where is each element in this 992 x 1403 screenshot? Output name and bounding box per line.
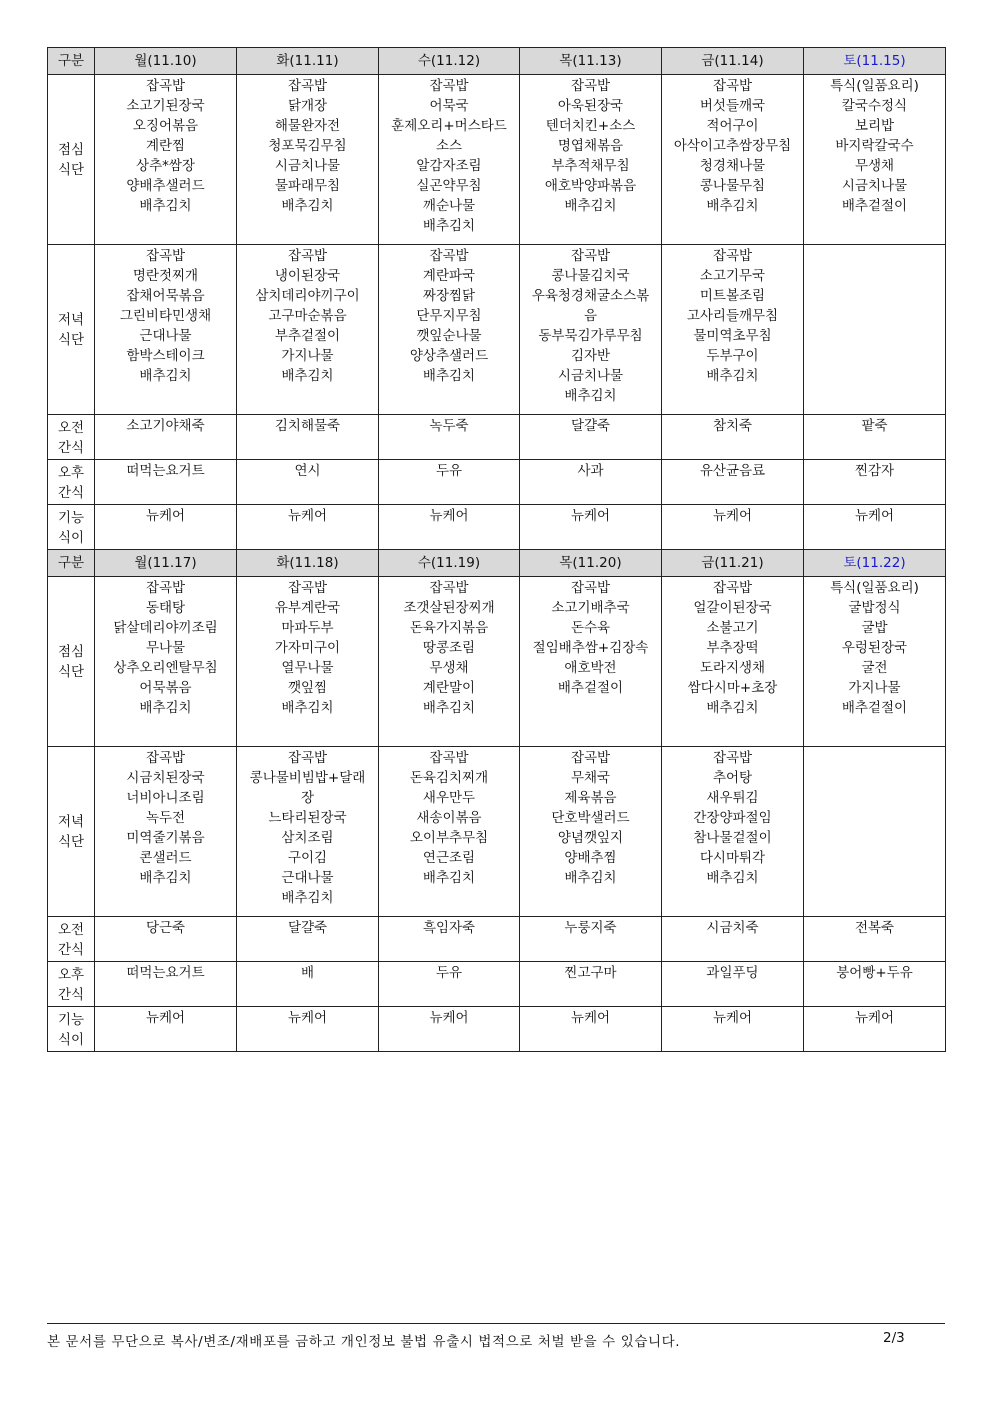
page-number: 2/3 <box>883 1330 905 1346</box>
menu-cell: 두유 <box>379 962 520 1007</box>
meal-row-am-snack <box>48 917 946 962</box>
menu-cell: 사과 <box>520 460 662 505</box>
header-category: 구분 <box>48 48 95 75</box>
row-label-text: 점심 <box>57 142 85 158</box>
meal-row-lunch <box>48 75 946 245</box>
menu-cell: 찐고구마 <box>520 962 662 1007</box>
row-label <box>48 245 95 415</box>
menu-cell: 유산균음료 <box>662 460 804 505</box>
menu-cell: 참치죽 <box>662 415 804 460</box>
row-label-text: 기능 <box>57 1011 85 1028</box>
menu-cell: 잡곡밥 아욱된장국 텐더치킨+소스 명엽채볶음 부추적채무침 애호박양파볶음 배추김치 <box>520 75 662 245</box>
meal-row-pm-snack <box>48 962 946 1007</box>
menu-cell: 뉴케어 <box>804 505 946 550</box>
menu-cell: 잡곡밥 돈육김치찌개 새우만두 새송이볶음 오이부추무침 연근조림 배추김치 <box>379 747 520 917</box>
menu-cell: 뉴케어 <box>662 505 804 550</box>
meal-row-pm-snack <box>48 460 946 505</box>
meal-row-dinner <box>48 747 946 917</box>
menu-cell: 뉴케어 <box>95 1007 237 1052</box>
menu-cell: 잡곡밥 콩나물비빔밥+달래 장 느타리된장국 삼치조림 구이김 근대나물 배추김치 <box>237 747 379 917</box>
menu-cell: 녹두죽 <box>379 415 520 460</box>
menu-cell: 잡곡밥 소고기무국 미트볼조림 고사리들깨무침 물미역초무침 두부구이 배추김치 <box>662 245 804 415</box>
menu-cell: 김치해물죽 <box>237 415 379 460</box>
row-label-text: 식단 <box>57 834 85 850</box>
row-label-text: 식단 <box>57 162 85 178</box>
meal-row-functional-diet <box>48 1007 946 1052</box>
week-header-row <box>48 550 946 577</box>
menu-cell: 당근죽 <box>95 917 237 962</box>
header-day: 금(11.14) <box>662 48 804 75</box>
menu-cell: 잡곡밥 추어탕 새우튀김 간장양파절임 참나물겉절이 다시마튀각 배추김치 <box>662 747 804 917</box>
menu-cell: 배 <box>237 962 379 1007</box>
menu-cell: 뉴케어 <box>95 505 237 550</box>
row-label <box>48 75 95 245</box>
menu-cell: 붕어빵+두유 <box>804 962 946 1007</box>
menu-cell: 잡곡밥 소고기된장국 오징어볶음 계란찜 상추*쌈장 양배추샐러드 배추김치 <box>95 75 237 245</box>
menu-cell: 달걀죽 <box>237 917 379 962</box>
row-label-text: 식단 <box>57 332 85 348</box>
menu-cell: 잡곡밥 명란젓찌개 잡채어묵볶음 그린비타민생채 근대나물 함박스테이크 배추김치 <box>95 245 237 415</box>
row-label <box>48 577 95 747</box>
menu-cell: 떠먹는요거트 <box>95 962 237 1007</box>
menu-cell: 특식(일품요리) 굴밥정식 굴밥 우렁된장국 굴전 가지나물 배추겉절이 <box>804 577 946 747</box>
menu-cell <box>804 245 946 415</box>
header-day: 토(11.15) <box>804 48 946 75</box>
meal-plan-table <box>47 47 946 1052</box>
menu-cell: 잡곡밥 얼갈이된장국 소불고기 부추장떡 도라지생채 쌈다시마+초장 배추김치 <box>662 577 804 747</box>
menu-cell: 달걀죽 <box>520 415 662 460</box>
menu-cell: 잡곡밥 닭개장 해물완자전 청포묵김무침 시금치나물 물파래무침 배추김치 <box>237 75 379 245</box>
row-label-text: 오전 <box>57 419 85 436</box>
menu-cell: 과일푸딩 <box>662 962 804 1007</box>
menu-cell: 잡곡밥 소고기배추국 돈수육 절임배추쌈+김장속 애호박전 배추겉절이 <box>520 577 662 747</box>
row-label-text: 식단 <box>57 664 85 680</box>
header-day: 월(11.10) <box>95 48 237 75</box>
meal-row-dinner <box>48 245 946 415</box>
row-label <box>48 505 95 550</box>
meal-row-functional-diet <box>48 505 946 550</box>
header-day: 수(11.19) <box>379 550 520 577</box>
menu-cell: 뉴케어 <box>379 1007 520 1052</box>
menu-cell: 찐감자 <box>804 460 946 505</box>
menu-cell: 뉴케어 <box>520 1007 662 1052</box>
row-label <box>48 460 95 505</box>
row-label <box>48 415 95 460</box>
header-day: 화(11.11) <box>237 48 379 75</box>
menu-cell: 흑임자죽 <box>379 917 520 962</box>
menu-cell: 뉴케어 <box>520 505 662 550</box>
menu-cell: 잡곡밥 시금치된장국 너비아니조림 녹두전 미역줄기볶음 콘샐러드 배추김치 <box>95 747 237 917</box>
menu-cell: 잡곡밥 콩나물김치국 우육청경채굴소스볶 음 동부묵김가루무침 김자반 시금치나물 배추김치 <box>520 245 662 415</box>
menu-cell: 시금치죽 <box>662 917 804 962</box>
row-label <box>48 747 95 917</box>
menu-cell: 누룽지죽 <box>520 917 662 962</box>
menu-cell: 잡곡밥 유부계란국 마파두부 가자미구이 열무나물 깻잎찜 배추김치 <box>237 577 379 747</box>
row-label-text: 간식 <box>57 941 85 958</box>
menu-cell: 두유 <box>379 460 520 505</box>
header-day: 수(11.12) <box>379 48 520 75</box>
copyright-notice: 본 문서를 무단으로 복사/변조/재배포를 금하고 개인정보 불법 유출시 법적으로 처벌 받을 수 있습니다. <box>47 1334 681 1350</box>
menu-cell: 뉴케어 <box>237 505 379 550</box>
menu-cell: 특식(일품요리) 칼국수정식 보리밥 바지락칼국수 무생채 시금치나물 배추겉절이 <box>804 75 946 245</box>
row-label-text: 오후 <box>57 966 85 983</box>
menu-cell: 잡곡밥 동태탕 닭살데리야끼조림 무나물 상추오리엔탈무침 어묵볶음 배추김치 <box>95 577 237 747</box>
week-header-row <box>48 48 946 75</box>
header-day: 목(11.20) <box>520 550 662 577</box>
header-day: 목(11.13) <box>520 48 662 75</box>
menu-cell: 떠먹는요거트 <box>95 460 237 505</box>
menu-cell: 잡곡밥 어묵국 훈제오리+머스타드 소스 알감자조림 실곤약무침 깨순나물 배추김치 <box>379 75 520 245</box>
header-day: 금(11.21) <box>662 550 804 577</box>
menu-cell: 잡곡밥 계란파국 짜장찜닭 단무지무침 깻잎순나물 양상추샐러드 배추김치 <box>379 245 520 415</box>
row-label-text: 점심 <box>57 644 85 660</box>
menu-cell: 잡곡밥 버섯들깨국 적어구이 아삭이고추쌈장무침 청경채나물 콩나물무침 배추김치 <box>662 75 804 245</box>
menu-cell: 뉴케어 <box>237 1007 379 1052</box>
menu-cell: 팥죽 <box>804 415 946 460</box>
row-label-text: 오후 <box>57 464 85 481</box>
header-category: 구분 <box>48 550 95 577</box>
header-day: 화(11.18) <box>237 550 379 577</box>
row-label <box>48 1007 95 1052</box>
menu-cell: 뉴케어 <box>662 1007 804 1052</box>
menu-cell: 뉴케어 <box>804 1007 946 1052</box>
row-label <box>48 917 95 962</box>
row-label-text: 저녁 <box>57 814 85 830</box>
menu-cell: 연시 <box>237 460 379 505</box>
menu-cell: 전복죽 <box>804 917 946 962</box>
menu-cell: 잡곡밥 조갯살된장찌개 돈육가지볶음 땅콩조림 무생채 계란말이 배추김치 <box>379 577 520 747</box>
row-label-text: 식이 <box>57 529 85 546</box>
menu-cell: 잡곡밥 무채국 제육볶음 단호박샐러드 양념깻잎지 양배추찜 배추김치 <box>520 747 662 917</box>
menu-cell <box>804 747 946 917</box>
row-label-text: 간식 <box>57 484 85 501</box>
header-day: 월(11.17) <box>95 550 237 577</box>
menu-cell: 잡곡밥 냉이된장국 삼치데리야끼구이 고구마순볶음 부추겉절이 가지나물 배추김치 <box>237 245 379 415</box>
page-footer <box>47 1323 945 1350</box>
header-day: 토(11.22) <box>804 550 946 577</box>
row-label-text: 간식 <box>57 986 85 1003</box>
menu-cell: 뉴케어 <box>379 505 520 550</box>
row-label-text: 오전 <box>57 921 85 938</box>
menu-cell: 소고기야채죽 <box>95 415 237 460</box>
row-label-text: 간식 <box>57 439 85 456</box>
row-label <box>48 962 95 1007</box>
meal-row-am-snack <box>48 415 946 460</box>
meal-row-lunch <box>48 577 946 747</box>
row-label-text: 저녁 <box>57 312 85 328</box>
row-label-text: 식이 <box>57 1031 85 1048</box>
row-label-text: 기능 <box>57 509 85 526</box>
